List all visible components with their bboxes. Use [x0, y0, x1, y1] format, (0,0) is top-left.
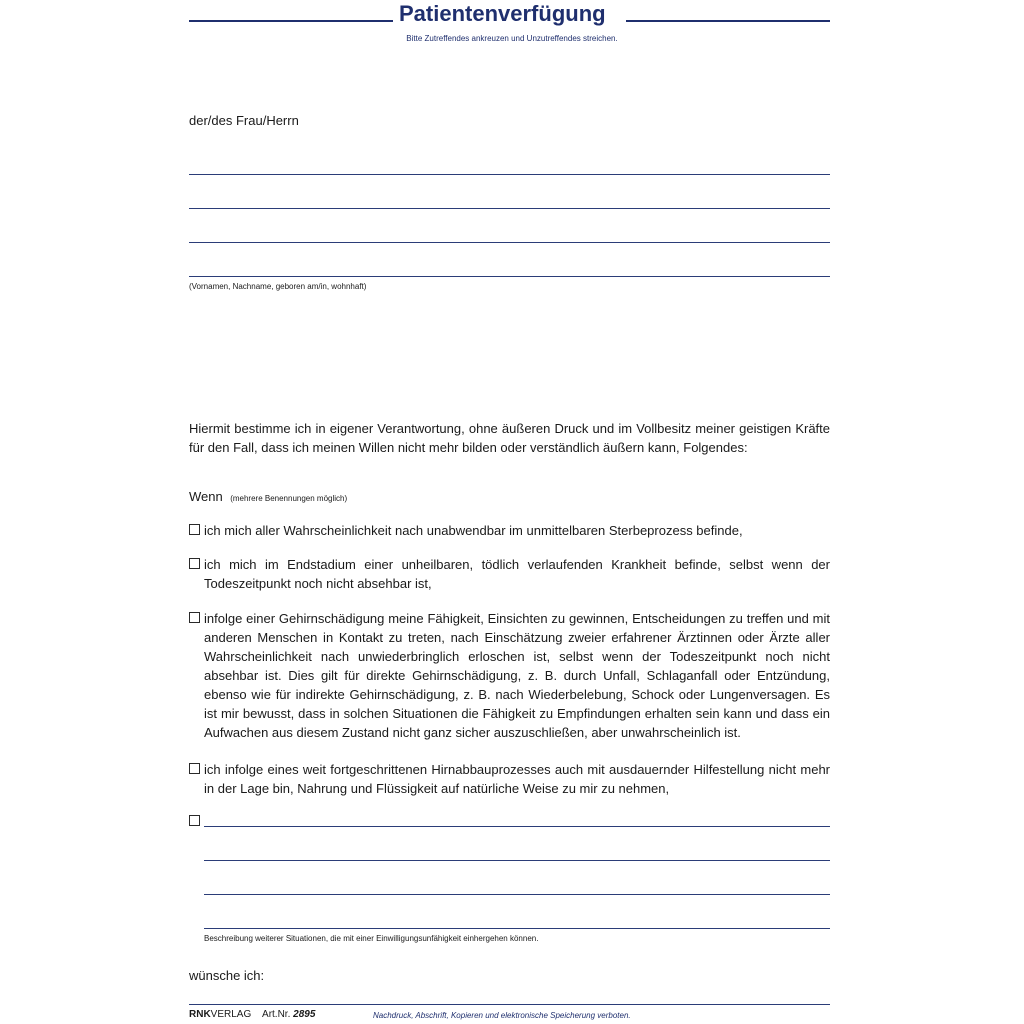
option-2-text: ich mich im Endstadium einer unheilbaren, tödlich verlaufenden Krankheit befinde, selbst wenn der Todeszeitpunkt noch nicht absehbar ist, — [204, 557, 830, 591]
page-subtitle: Bitte Zutreffendes ankreuzen und Unzutreffendes streichen. — [406, 34, 618, 43]
option-2 — [189, 555, 830, 593]
person-line-3[interactable] — [189, 242, 830, 243]
footer-notice: Nachdruck, Abschrift, Kopieren und elektronische Speicherung verboten. — [373, 1011, 631, 1020]
option-1 — [189, 521, 830, 540]
intro-paragraph: Hiermit bestimme ich in eigener Verantwortung, ohne äußeren Druck und im Vollbesitz meiner geistigen Kräfte für den Fall, dass ich meinen Willen nicht mehr bilden oder verständlich äußern kann, Folgendes: — [189, 421, 830, 455]
option-3-text: infolge einer Gehirnschädigung meine Fähigkeit, Einsichten zu gewinnen, Entscheidungen zu treffen und mit anderen Menschen in Kontakt zu treten, nach Einschätzung zweier erfahrener Ärztinnen oder Ärzte aller Wahrscheinlichkeit nach unwiederbringlich erloschen ist, selbst wenn der Todeszeitpunkt noch nicht absehbar ist. Dies gilt für direkte Gehirnschädigung, z. B. durch Unfall, Schlaganfall oder Entzündung, ebenso wie für indirekte Gehirnschädigung, z. B. nach Wiederbelebung, Schock oder Lungenversagen. Es ist mir bewusst, dass in solchen Situationen die Fähigkeit zu Empfindungen erhalten sein kann und dass ein Aufwachen aus diesem Zustand nicht ganz sicher auszuschließen, aber unwahrscheinlich ist. — [204, 611, 830, 740]
person-line-4[interactable] — [189, 276, 830, 277]
other-line-3[interactable] — [204, 894, 830, 895]
wish-label: wünsche ich: — [189, 968, 265, 983]
article-label: Art.Nr. — [262, 1009, 291, 1020]
person-label: der/des Frau/Herrn — [189, 113, 299, 128]
option-other-checkbox[interactable] — [189, 815, 200, 826]
other-line-2[interactable] — [204, 860, 830, 861]
brand-rest: VERLAG — [210, 1009, 252, 1020]
option-3-checkbox[interactable] — [189, 612, 200, 623]
when-note: (mehrere Benennungen möglich) — [230, 494, 348, 503]
other-line-4[interactable] — [204, 928, 830, 929]
article-number: 2895 — [293, 1009, 316, 1020]
footer-rule — [189, 1004, 830, 1005]
option-4-checkbox[interactable] — [189, 763, 200, 774]
option-1-checkbox[interactable] — [189, 524, 200, 535]
brand-bold: RNK — [189, 1009, 211, 1020]
person-caption: (Vornamen, Nachname, geboren am/in, wohnhaft) — [189, 282, 367, 291]
title-rule-left — [189, 20, 393, 22]
when-label: Wenn — [189, 489, 223, 504]
when-heading — [189, 488, 347, 506]
person-line-1[interactable] — [189, 174, 830, 175]
footer-publisher — [189, 1009, 315, 1020]
option-1-text: ich mich aller Wahrscheinlichkeit nach unabwendbar im unmittelbaren Sterbeprozess befinde, — [204, 523, 743, 538]
option-other — [189, 812, 830, 826]
other-line-1[interactable] — [204, 826, 830, 827]
other-caption: Beschreibung weiterer Situationen, die mit einer Einwilligungsunfähigkeit einhergehen können. — [204, 934, 539, 943]
option-4 — [189, 760, 830, 798]
page-title: Patientenverfügung — [399, 1, 606, 26]
option-3 — [189, 609, 830, 742]
option-2-checkbox[interactable] — [189, 558, 200, 569]
title-rule-right — [626, 20, 830, 22]
person-line-2[interactable] — [189, 208, 830, 209]
option-4-text: ich infolge eines weit fortgeschrittenen Hirnabbauprozesses auch mit ausdauernder Hilfestellung nicht mehr in der Lage bin, Nahrung und Flüssigkeit auf natürliche Weise zu mir zu nehmen, — [204, 762, 830, 796]
